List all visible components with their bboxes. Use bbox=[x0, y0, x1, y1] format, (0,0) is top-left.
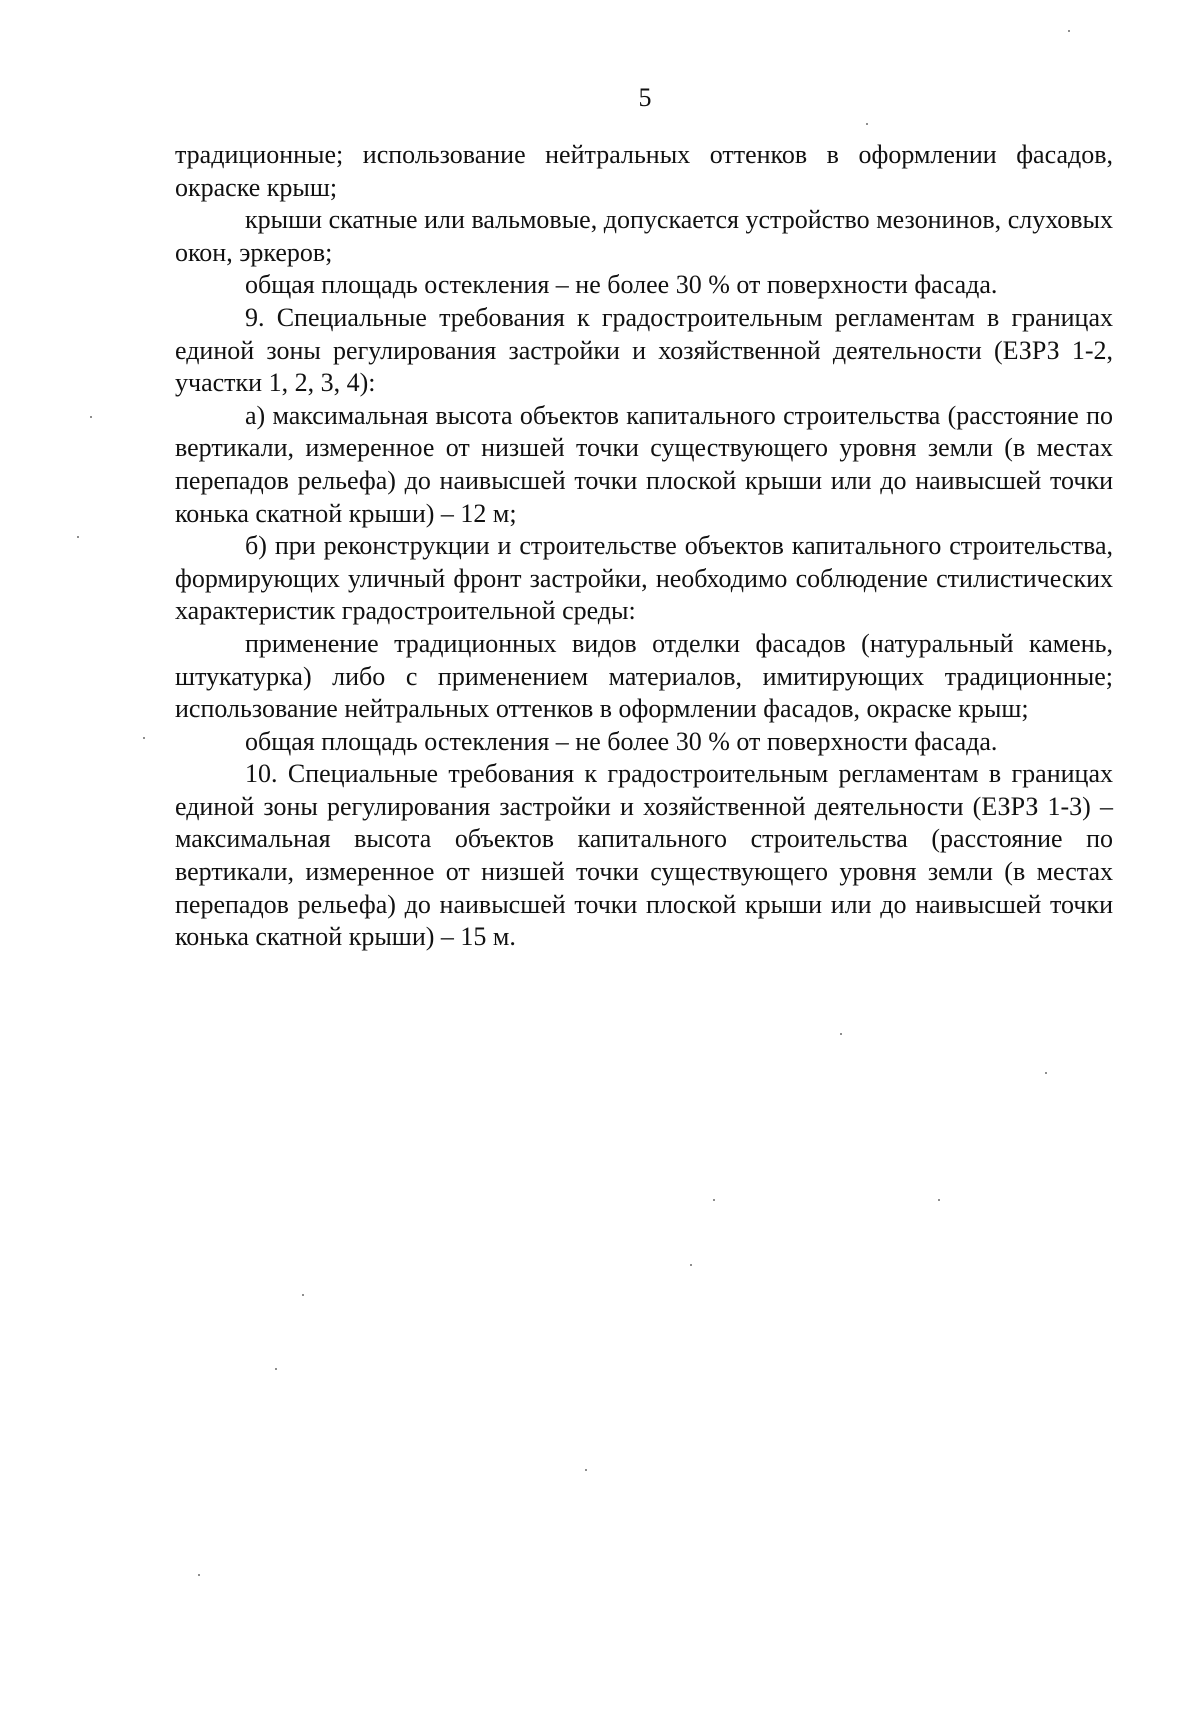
scan-speck bbox=[302, 1294, 304, 1296]
scan-speck bbox=[1068, 30, 1070, 32]
paragraph-roofs: крыши скатные или вальмовые, допускается устройство мезонинов, слуховых окон, эркеров; bbox=[175, 205, 1113, 267]
scan-speck bbox=[866, 123, 868, 125]
scan-speck bbox=[90, 416, 92, 418]
paragraph-glazing: общая площадь остекления – не более 30 % от поверхности фасада. bbox=[245, 270, 998, 300]
paragraph-section-10: 10. Специальные требования к градостроительным регламентам в границах единой зоны регулирования застройки и хозяйственной деятельности (ЕЗРЗ 1-3) – максимальная высота объектов капитального строительства (расстояние по вертикали, измеренное от низшей точки существующего уровня земли (в местах перепадов рельефа) до наивысшей точки плоской крыши или до наивысшей точки конька скатной крыши) – 15 м. bbox=[175, 759, 1113, 952]
document-body bbox=[175, 139, 1113, 954]
scan-speck bbox=[77, 536, 79, 538]
paragraph-item-a: а) максимальная высота объектов капитального строительства (расстояние по вертикали, измеренное от низшей точки существующего уровня земли (в местах перепадов рельефа) до наивысшей точки плоской крыши или до наивысшей точки конька скатной крыши) – 12 м; bbox=[175, 400, 1113, 528]
scan-speck bbox=[840, 1033, 842, 1035]
paragraph-glazing-2: общая площадь остекления – не более 30 % от поверхности фасада. bbox=[245, 726, 998, 756]
paragraph-continuation: традиционные; использование нейтральных оттенков в оформлении фасадов, окраске крыш; bbox=[175, 140, 1113, 202]
paragraph-item-b: б) при реконструкции и строительстве объектов капитального строительства, формирующих уличный фронт застройки, необходимо соблюдение стилистических характеристик градостроительной среды: bbox=[175, 531, 1113, 626]
scan-speck bbox=[1045, 1072, 1047, 1074]
scan-speck bbox=[275, 1368, 277, 1370]
scan-speck bbox=[198, 1574, 200, 1576]
scan-speck bbox=[585, 1469, 587, 1471]
scan-speck bbox=[143, 737, 145, 739]
paragraph-finishing: применение традиционных видов отделки фасадов (натуральный камень, штукатурка) либо с применением материалов, имитирующих традиционные; использование нейтральных оттенков в оформлении фасадов, окраске крыш; bbox=[175, 628, 1113, 724]
scan-speck bbox=[938, 1199, 940, 1201]
scan-speck bbox=[713, 1199, 715, 1201]
paragraph-section-9: 9. Специальные требования к градостроительным регламентам в границах единой зоны регулирования застройки и хозяйственной деятельности (ЕЗРЗ 1-2, участки 1, 2, 3, 4): bbox=[175, 302, 1113, 398]
page-number: 5 bbox=[638, 83, 652, 112]
scan-speck bbox=[690, 1264, 692, 1266]
